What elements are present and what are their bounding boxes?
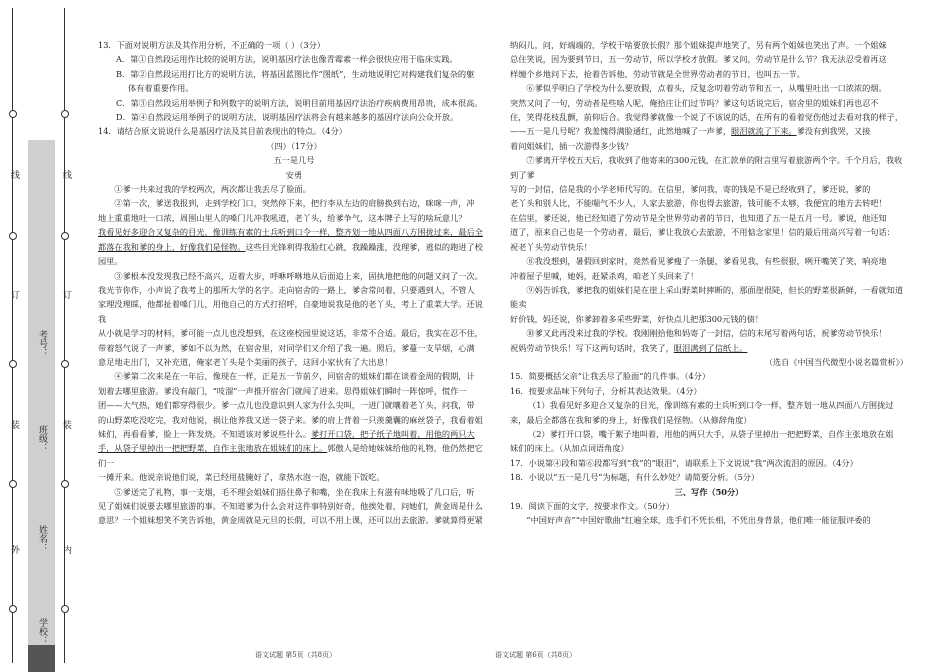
binding-margin: [0, 0, 82, 672]
exam-number-label: 考号：: [37, 330, 47, 357]
name-label: 姓名：: [37, 525, 47, 552]
paragraph-2b: 地上重重地吐一口浓，周围山里人的嗓门儿冲我吼道，老丫头，给爹争气，这本牌子上写的啥玩意儿？: [98, 212, 467, 223]
paragraph-5c: 意思？一个姐妹想笑不笑告诉他，黄金周就是元旦的长假，可以不用上课，还可以出去旅游。爹就算得更紧: [98, 515, 483, 526]
q16-item-2b: 妹们的床上。（从加点词语角度）: [510, 443, 629, 454]
q19-prompt-text: “中国好声音”“中国好歌曲”红遍全球，选手们不凭长相，不凭出身背景，他们唯一能征服评委的: [526, 515, 871, 526]
binding-hole-8: [61, 360, 69, 368]
paragraph-3c: 家理没理睬，他都扯着嗓门儿，用他自己的方式打招呼，自豪地说我是他的老丫头，考上了重菜大学。还说我: [98, 299, 483, 324]
paragraph-4e: [98, 427, 490, 441]
paragraph-6c: 住，笑得花枝乱颤，前仰后合。我觉得爹就像一个说了不该说的话，在所有的看着觉伤他过去看对我的样子，: [510, 112, 904, 123]
paragraph-2d: [98, 240, 490, 254]
binding-hole-9: [61, 480, 69, 488]
inner-mark-ding: 订: [61, 290, 71, 299]
paragraph-4e-underlined: 爹打开口袋，把子纸子地叫着，用他的两只大: [310, 428, 475, 439]
story-title: 五一是几号: [273, 155, 315, 166]
question-14: 14．请结合原文说说什么是基因疗法及其目前表现出的特点。（4分）: [98, 126, 347, 137]
paragraph-6a: ⑥爹似乎明白了学校为什么要放假，点着头，反复念叨着劳动节和五一，从嘴里吐出一口浓浓的烟。: [526, 83, 887, 94]
q13-option-a: A．第①自然段运用作比较的说明方法，说明基因疗法也像青霉素一样会很快应用于临床实践。: [116, 54, 458, 65]
right-line-1: 纳闷儿，问，好端端的，学校干啥要放长假？那个姐妹提声地笑了，另有两个姐妹也笑出了声。一个姐妹: [510, 40, 887, 50]
paragraph-4b: 划着去哪里旅游。爹没有敲门，“吱溜”一声推开宿舍门就闯了进来。思得姐妹们瞬时一阵惊呼，慌作一: [98, 385, 467, 396]
question-18: 18．小说以“五一是几号”为标题，有什么妙处？请简要分析。（5分）: [510, 472, 760, 483]
outer-binding-line: [12, 8, 13, 663]
paragraph-7e: 道了，原来自己也是一个劳动者，最后，爹让我放心去旅游，不用惦念家里！信的最后用高兴写着一句话：: [510, 227, 895, 238]
binding-dark-strip: [28, 645, 55, 672]
left-column: [98, 38, 490, 528]
inner-binding-line: [64, 8, 65, 663]
paragraph-6d-text: ——五一是几号呢？我羞愧得满脸通红，此然地喊了一声爹，: [510, 126, 732, 137]
binding-hole-4: [9, 480, 17, 488]
question-16: 16．按要求品味下列句子，分析其表达效果。（4分）: [510, 385, 702, 396]
class-label: 班级：: [37, 425, 47, 452]
q13-option-b: B．第②自然段运用打比方的说明方法，将基因蓝图比作“图纸”，生动地说明它对构建我们复杂的躯: [116, 68, 475, 79]
paragraph-10a: ⑩爹又此再没来过我的学校。我刚刚拾他和妈寄了一封信，信的末尾写着两句话，祝爹劳动节快乐！: [526, 328, 887, 339]
section-3-heading: 三、写作（50分）: [674, 486, 744, 497]
paragraph-5b: 见了姐妹们说要去哪里旅游的事。不知道爹为什么会对这件事特别好奇，他挨处着，问她们，黄金周是什么: [98, 501, 483, 511]
paragraph-10b-underlined: 眼泪满到了信纸上。: [673, 342, 748, 353]
question-19: 19．阅读下面的文字，按要求作文。（50分）: [510, 501, 675, 511]
paragraph-2e: 园里。: [98, 256, 123, 267]
paragraph-6d: [510, 124, 908, 138]
paragraph-10b-text: 祝妈劳动节快乐！写下这两句话时，我笑了，: [510, 342, 674, 353]
story-source: （选自《中国当代微型小说名篇赏析》）: [764, 356, 908, 367]
right-column: [510, 38, 908, 528]
paragraph-3f: 意足地走出门，又补充道，俺家老丫头是个美丽的孩子，这回小家伙有了大出息！: [98, 356, 393, 367]
paragraph-4a: ④爹第二次来是在一年后，像现在一样，正是五一节前夕，同宿舍的姐妹们都在谈着金周的假期，计: [114, 371, 475, 382]
q16-item-1b: 来，最后全都落在我和爹的身上，好像我们是怪物。（从修辞角度）: [510, 414, 752, 425]
right-line-2: 总住笑说，因为要到节日，五一劳动节，所以学校才放假。爹又问，劳动节是什么节？我无法忍受着再这: [510, 54, 887, 65]
paragraph-7a: ⑦爹离开学校五天后，我收到了他寄来的300元钱，在汇款单的附言里写着旅游两个字。千个月后，我收到了爹: [510, 155, 903, 180]
q16-item-1a: （1）我看见好多迎合又复杂的目光，像训练有素的士兵听到口令一样，整齐划一地从四面八方围拢过: [528, 400, 894, 411]
binding-hole-7: [61, 232, 69, 240]
inner-mark-zhuang: 装: [61, 420, 71, 429]
paragraph-4g: 一摊开来。他说亲说他们说，菜已经用盐腌好了，拿热水泡一泡，就能下饭吃。: [98, 472, 385, 483]
paragraph-3a: ③爹根本没发现我已经不高兴，迈着大步，呼咻呼咻地从后面追上来，固执地把他的问题又问了一次。: [114, 270, 483, 281]
school-label: 学校：: [37, 618, 47, 645]
paragraph-8b: 冲着屋子里喊，她妈，赶紧杀鸡，咱老丫头回来了！: [510, 270, 699, 281]
q16-item-2a: （2）爹打开口袋，嘴于絮子地叫着，用他的两只大手，从袋子里掉出一把把野菜，自作主张地放在姐: [528, 428, 894, 439]
paragraph-2d-underlined: 都落在我和爹的身上，好像我们是怪物。: [98, 241, 246, 252]
paragraph-2c-underlined: 我看见好多迎合又复杂的目光，像训练有素的士兵听到口令一样，整齐划一地从四面八方围拢过来，最后全: [98, 227, 483, 238]
q13-option-b-cont: 体有着重要作用。: [128, 83, 194, 94]
outer-mark-zhuang: 装: [9, 420, 19, 429]
paragraph-7f: 祝老丫头劳动节快乐！: [510, 241, 592, 252]
binding-hole-1: [9, 110, 17, 118]
paragraph-4f-underlined: 手，从袋子里掉出一把把野菜，自作主张地放在姐妹们的床上。: [98, 443, 328, 454]
paragraph-4e-text: 妹们，再看看爹，脸上一阵发烧。不知道该对爹说些什么。: [98, 428, 311, 439]
paragraph-4f: [98, 441, 490, 470]
paragraph-10b: [510, 341, 908, 355]
outer-mark-wai: 外: [9, 545, 19, 554]
paragraph-3b: 我光节你作，小声说了我考上的那所大学的名字。走向宿舍的一路上，爹舍常问着，只要遇到人，不管人: [98, 284, 475, 295]
question-17: 17．小说第④段和第⑥段都写到“我”的“眼泪”，请联系上下文说说“我”两次流泪的原因。（4分）: [510, 457, 858, 468]
inner-mark-nei: 内: [61, 545, 71, 554]
right-line-3: 样缠个乡地问下去，抢着告诉他，劳动节就是全世界劳动者的节日，也叫五一节。: [510, 68, 805, 79]
paragraph-5a: ⑤爹送完了礼物，事一支烟，毛不理会姐妹们捂住鼻子和嘴，坐在我床上有滋有味地吸了几口后，听: [114, 486, 475, 497]
paragraph-7c: 老丫头和别人比，不能喘气不少人，人家去旅游，你也得去旅游，钱可能不太够，我便宜的地方去转吧！: [510, 198, 887, 209]
paragraph-2a: ②第一次，爹送我报到，走到学校门口，突然停下来，把行李从左边的肩膀换到右边，咪咪一声，冲: [114, 198, 475, 209]
story-author: 安勇: [285, 169, 303, 180]
binding-hole-5: [9, 605, 17, 613]
footer-page-6: 语文试题 第6页（共8页）: [495, 651, 577, 659]
paragraph-1: ①爹一共来过我的学校两次，两次都让我丢尽了脸面。: [114, 184, 311, 195]
paragraph-6d-underlined: 眼泪就流了下来。: [731, 126, 797, 137]
footer-page-5: 语文试题 第5页（共8页）: [255, 651, 337, 659]
binding-hole-3: [9, 360, 17, 368]
paragraph-3e: 带着怒气说了一声爹，爹如不以为然，在宿舍里，对同学们又介绍了我一遍。照后，爹蔓一支旱烟，心满: [98, 342, 475, 353]
paragraph-7d: 在信里，爹还说，他已经知道了劳动节是全世界劳动者的节日，也知道了五一是五月一号。爹说，他还知: [510, 212, 887, 223]
binding-hole-6: [61, 110, 69, 118]
paragraph-2d-text: 这些目光锋利得我脸红心跳，我躁躁涨，没理爹，逃似的跑进了校: [245, 241, 483, 252]
q13-option-c: C．第③自然段运用举例子和列数字的说明方法，说明目前用基因疗法治疗疾病费用昂贵，成本很高。: [116, 97, 483, 108]
binding-hole-2: [9, 232, 17, 240]
paragraph-4f-text: 郭傲人是给她妹妹给他的礼物，他仍然把它们一: [98, 443, 483, 468]
paragraph-6d-tail: 爹没有到我哭，又接: [796, 126, 871, 137]
paragraph-6b: 突然又问了一句，劳动者是些啥人呢，俺拾庄让们过节吗？爹这句话说完后，宿舍里的姐妹们再也忍不: [510, 97, 879, 108]
paragraph-4c: 团——大气热，她们都穿得很少。爹一点儿也没意识到人家为什么尖叫，一进门就嚷着老丫头，问我，带: [98, 400, 475, 411]
q13-option-d: D．第④自然段运用举例子的说明方法，说明基因疗法将会有越来越多的基因疗法向公众开放。: [116, 112, 459, 123]
section-4-heading: （四）（17分）: [266, 140, 322, 151]
paragraph-9b: 好价钱，妈还说，你爹卸着多采些野菜，好快点儿把那300元钱的债！: [510, 313, 764, 324]
paragraph-9a: ⑨妈告诉我，爹把我的姐妹们是在崖上采山野菜时摔断的，那面崖很陡，但长的野菜很新鲜，一看就知道能卖: [510, 284, 904, 310]
paragraph-6e: 着问姐妹们，插一次游得多少钱？: [510, 140, 633, 151]
paragraph-3d: 从小就是学习的材料，爹可能一点儿也没想到，在这座校园里说这话，非常不合适。最后，我实在忍不住，: [98, 328, 483, 339]
inner-mark-line: 线: [61, 170, 71, 179]
question-13: 13．下面对说明方法及其作用分析，不正确的一项（ ）（3分）: [98, 40, 326, 50]
outer-mark-line: 线: [9, 170, 19, 179]
binding-hole-10: [61, 605, 69, 613]
paragraph-4d: 的山野菜吃没吃完，我对他说，祸让他养我又送一袋子来。爹的肩上背着一只羡羹囊的麻丝袋子，我看着姐: [98, 414, 483, 425]
question-15: 15．简要概括父亲“让我丢尽了脸面”的几件事。（4分）: [510, 371, 711, 382]
paragraph-8a: ⑧我没想到，暑假回到家时，竟然看见爹瘦了一条腿，爹看见我，有些很狠，咧开嘴笑了笑，响亮地: [526, 256, 887, 267]
binding-gray-strip: [28, 140, 55, 672]
paragraph-7b: 写的一封信，信是我的小学老师代写的。在信里，爹问我，寄的钱是不是已经收到了，爹还说，爹的: [510, 184, 871, 195]
outer-mark-ding: 订: [9, 290, 19, 299]
